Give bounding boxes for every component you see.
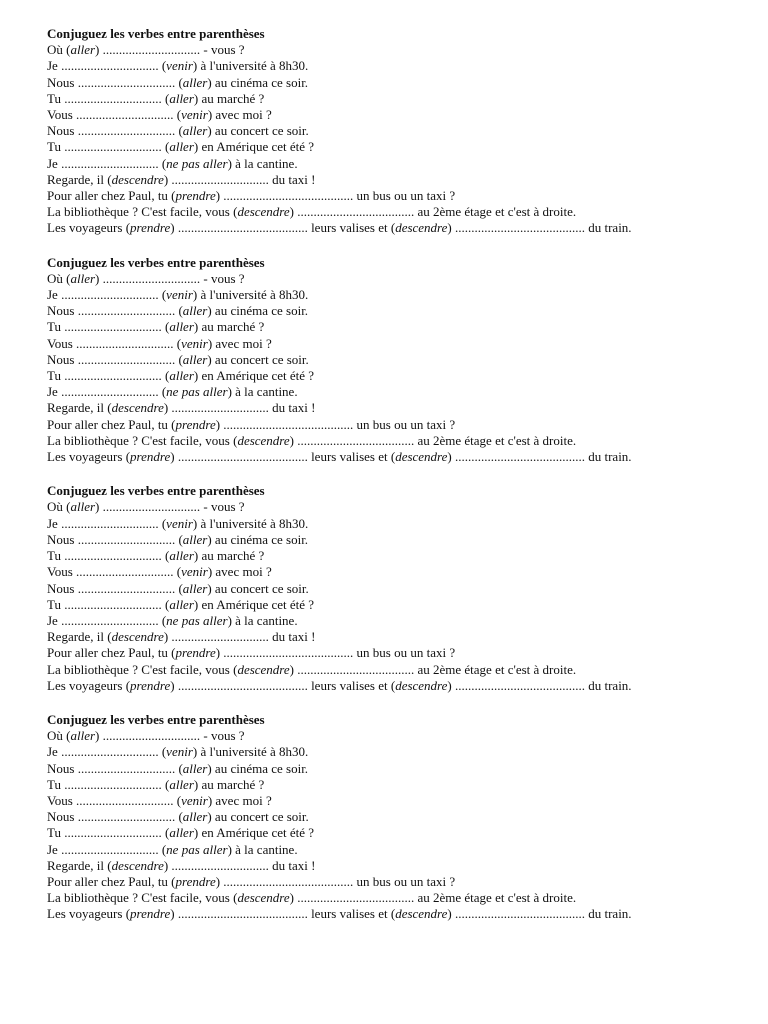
verb-infinitive: descendre (111, 171, 164, 187)
line-text: Où ( (47, 499, 71, 515)
line-text: ) en Amérique cet été ? (193, 596, 315, 612)
exercise-line (47, 188, 747, 204)
verb-infinitive: prendre (175, 873, 216, 889)
line-text: ) .................................... au 2ème étage et c'est à droite. (289, 204, 577, 220)
exercise-line (47, 890, 747, 906)
exercise-line (47, 42, 747, 58)
exercise-block (47, 26, 747, 237)
exercise-block (47, 483, 747, 694)
verb-infinitive: venir (181, 564, 208, 580)
line-text: Nous .............................. ( (47, 351, 183, 367)
verb-infinitive: aller (169, 139, 194, 155)
verb-infinitive: venir (181, 792, 208, 808)
verb-infinitive: aller (169, 825, 194, 841)
verb-infinitive: descendre (395, 449, 448, 465)
verb-infinitive: aller (182, 351, 208, 367)
line-text: ) .............................. du taxi ! (163, 629, 316, 645)
verb-infinitive: prendre (175, 645, 216, 661)
exercise-title: Conjuguez les verbes entre parenthèses (47, 711, 265, 727)
exercise-block (47, 255, 747, 466)
line-text: ) à l'université à 8h30. (192, 58, 309, 74)
line-text: ) au concert ce soir. (207, 580, 309, 596)
verb-infinitive: aller (169, 90, 194, 106)
exercise-line (47, 75, 747, 91)
verb-infinitive: aller (169, 319, 194, 335)
verb-infinitive: venir (166, 744, 193, 760)
exercise-line (47, 581, 747, 597)
verb-infinitive: prendre (130, 906, 171, 922)
line-text: ) au cinéma ce soir. (207, 303, 309, 319)
line-text: ) ........................................ leurs valises et ( (170, 906, 396, 922)
line-text: ) ........................................ leurs valises et ( (170, 677, 396, 693)
exercise-line (47, 744, 747, 760)
exercise-title: Conjuguez les verbes entre parenthèses (47, 26, 265, 41)
line-text: Tu .............................. ( (47, 139, 170, 155)
line-text: ) en Amérique cet été ? (193, 825, 315, 841)
verb-infinitive: aller (70, 42, 96, 58)
exercise-line (47, 728, 747, 744)
line-text: Tu .............................. ( (47, 776, 170, 792)
line-text: Vous .............................. ( (47, 335, 182, 351)
line-text: ) .............................. - vous ? (95, 728, 245, 744)
line-text: ) ........................................ leurs valises et ( (170, 449, 396, 465)
line-text: Les voyageurs ( (47, 677, 131, 693)
line-text: Tu .............................. ( (47, 825, 170, 841)
verb-infinitive: aller (182, 531, 208, 547)
line-text: ) ........................................ un bus ou un taxi ? (215, 188, 456, 204)
exercise-line (47, 336, 747, 352)
exercise-line (47, 842, 747, 858)
line-text: ) à la cantine. (227, 155, 298, 171)
line-text: ) ........................................ leurs valises et ( (170, 220, 396, 236)
exercise-title: Conjuguez les verbes entre parenthèses (47, 254, 265, 270)
exercise-line (47, 433, 747, 449)
line-text: ) à la cantine. (227, 612, 298, 628)
line-text: ) ........................................ un bus ou un taxi ? (215, 873, 456, 889)
verb-infinitive: aller (169, 776, 194, 792)
line-text: Nous .............................. ( (47, 303, 183, 319)
line-text: Nous .............................. ( (47, 809, 183, 825)
line-text: Pour aller chez Paul, tu ( (47, 873, 176, 889)
verb-infinitive: aller (182, 123, 208, 139)
line-text: ) avec moi ? (207, 792, 272, 808)
verb-infinitive: descendre (111, 629, 164, 645)
line-text: ) à l'université à 8h30. (192, 515, 309, 531)
line-text: Regarde, il ( (47, 857, 112, 873)
line-text: ) au marché ? (193, 319, 265, 335)
line-text: ) avec moi ? (207, 564, 272, 580)
verb-infinitive: aller (70, 728, 96, 744)
line-text: Nous .............................. ( (47, 74, 183, 90)
verb-infinitive: prendre (130, 220, 171, 236)
line-text: ) ........................................ du train. (447, 906, 632, 922)
line-text: ) .............................. du taxi ! (163, 857, 316, 873)
line-text: Tu .............................. ( (47, 90, 170, 106)
line-text: Je .............................. ( (47, 744, 167, 760)
verb-infinitive: aller (182, 74, 208, 90)
exercise-line (47, 564, 747, 580)
exercise-line (47, 271, 747, 287)
exercise-line (47, 858, 747, 874)
verb-infinitive: prendre (130, 449, 171, 465)
exercise-line (47, 417, 747, 433)
verb-infinitive: venir (166, 287, 193, 303)
line-text: Les voyageurs ( (47, 906, 131, 922)
line-text: Tu .............................. ( (47, 548, 170, 564)
line-text: ) ........................................ un bus ou un taxi ? (215, 416, 456, 432)
exercise-line (47, 123, 747, 139)
exercise-list (47, 26, 747, 923)
line-text: Je .............................. ( (47, 612, 167, 628)
line-text: ) ........................................ du train. (447, 677, 632, 693)
line-text: ) .............................. - vous ? (95, 499, 245, 515)
exercise-line (47, 825, 747, 841)
verb-infinitive: ne pas aller (166, 155, 228, 171)
line-text: ) au cinéma ce soir. (207, 531, 309, 547)
line-text: ) en Amérique cet été ? (193, 368, 315, 384)
line-text: ) .............................. du taxi ! (163, 400, 316, 416)
line-text: ) .................................... au 2ème étage et c'est à droite. (289, 890, 577, 906)
line-text: Je .............................. ( (47, 155, 167, 171)
line-text: La bibliothèque ? C'est facile, vous ( (47, 432, 238, 448)
line-text: Où ( (47, 270, 71, 286)
line-text: ) à la cantine. (227, 384, 298, 400)
line-text: Les voyageurs ( (47, 449, 131, 465)
verb-infinitive: aller (182, 303, 208, 319)
line-text: Nous .............................. ( (47, 531, 183, 547)
line-text: ) au concert ce soir. (207, 123, 309, 139)
line-text: ) au concert ce soir. (207, 809, 309, 825)
line-text: Nous .............................. ( (47, 580, 183, 596)
exercise-line (47, 548, 747, 564)
line-text: ) à l'université à 8h30. (192, 287, 309, 303)
line-text: Vous .............................. ( (47, 107, 182, 123)
line-text: ) au cinéma ce soir. (207, 74, 309, 90)
line-text: Je .............................. ( (47, 58, 167, 74)
verb-infinitive: venir (166, 58, 193, 74)
line-text: Nous .............................. ( (47, 760, 183, 776)
line-text: ) à l'université à 8h30. (192, 744, 309, 760)
line-text: ) ........................................ du train. (447, 449, 632, 465)
exercise-line (47, 761, 747, 777)
line-text: Tu .............................. ( (47, 368, 170, 384)
exercise-line (47, 499, 747, 515)
exercise-line (47, 777, 747, 793)
line-text: Regarde, il ( (47, 171, 112, 187)
line-text: Tu .............................. ( (47, 596, 170, 612)
verb-infinitive: descendre (111, 857, 164, 873)
line-text: ) ........................................ un bus ou un taxi ? (215, 645, 456, 661)
verb-infinitive: ne pas aller (166, 384, 228, 400)
line-text: Pour aller chez Paul, tu ( (47, 188, 176, 204)
verb-infinitive: aller (182, 809, 208, 825)
exercise-line (47, 613, 747, 629)
verb-infinitive: descendre (237, 432, 290, 448)
verb-infinitive: aller (70, 270, 96, 286)
verb-infinitive: descendre (111, 400, 164, 416)
line-text: Tu .............................. ( (47, 319, 170, 335)
exercise-line (47, 319, 747, 335)
line-text: Je .............................. ( (47, 515, 167, 531)
exercise-line (47, 58, 747, 74)
line-text: ) .................................... au 2ème étage et c'est à droite. (289, 432, 577, 448)
exercise-line (47, 809, 747, 825)
exercise-line (47, 107, 747, 123)
verb-infinitive: venir (181, 335, 208, 351)
exercise-line (47, 303, 747, 319)
verb-infinitive: aller (169, 548, 194, 564)
verb-infinitive: venir (181, 107, 208, 123)
line-text: ) au cinéma ce soir. (207, 760, 309, 776)
line-text: ) au concert ce soir. (207, 351, 309, 367)
exercise-title: Conjuguez les verbes entre parenthèses (47, 483, 265, 499)
line-text: La bibliothèque ? C'est facile, vous ( (47, 890, 238, 906)
exercise-line (47, 645, 747, 661)
verb-infinitive: aller (182, 760, 208, 776)
exercise-line (47, 532, 747, 548)
line-text: ) ........................................ du train. (447, 220, 632, 236)
verb-infinitive: descendre (237, 661, 290, 677)
line-text: Vous .............................. ( (47, 792, 182, 808)
line-text: Pour aller chez Paul, tu ( (47, 645, 176, 661)
line-text: Où ( (47, 42, 71, 58)
verb-infinitive: descendre (395, 220, 448, 236)
exercise-line (47, 662, 747, 678)
line-text: ) .................................... au 2ème étage et c'est à droite. (289, 661, 577, 677)
verb-infinitive: aller (169, 596, 194, 612)
verb-infinitive: prendre (175, 188, 216, 204)
line-text: Je .............................. ( (47, 384, 167, 400)
verb-infinitive: aller (70, 499, 96, 515)
verb-infinitive: aller (169, 368, 194, 384)
exercise-line (47, 793, 747, 809)
line-text: La bibliothèque ? C'est facile, vous ( (47, 204, 238, 220)
line-text: Vous .............................. ( (47, 564, 182, 580)
exercise-line (47, 384, 747, 400)
exercise-line (47, 516, 747, 532)
exercise-line (47, 874, 747, 890)
line-text: ) en Amérique cet été ? (193, 139, 315, 155)
line-text: Regarde, il ( (47, 629, 112, 645)
exercise-line (47, 156, 747, 172)
exercise-line (47, 204, 747, 220)
line-text: ) avec moi ? (207, 335, 272, 351)
verb-infinitive: ne pas aller (166, 841, 228, 857)
line-text: Regarde, il ( (47, 400, 112, 416)
verb-infinitive: descendre (237, 890, 290, 906)
line-text: Je .............................. ( (47, 287, 167, 303)
exercise-line (47, 597, 747, 613)
verb-infinitive: descendre (395, 677, 448, 693)
line-text: ) .............................. - vous ? (95, 42, 245, 58)
exercise-line (47, 449, 747, 465)
line-text: Les voyageurs ( (47, 220, 131, 236)
exercise-line (47, 172, 747, 188)
exercise-line (47, 287, 747, 303)
exercise-line (47, 352, 747, 368)
verb-infinitive: descendre (237, 204, 290, 220)
exercise-line (47, 368, 747, 384)
verb-infinitive: prendre (175, 416, 216, 432)
exercise-line (47, 139, 747, 155)
line-text: Je .............................. ( (47, 841, 167, 857)
verb-infinitive: ne pas aller (166, 612, 228, 628)
line-text: ) à la cantine. (227, 841, 298, 857)
exercise-line (47, 400, 747, 416)
exercise-line (47, 220, 747, 236)
verb-infinitive: aller (182, 580, 208, 596)
exercise-block (47, 712, 747, 923)
line-text: ) au marché ? (193, 776, 265, 792)
line-text: ) .............................. - vous ? (95, 270, 245, 286)
exercise-line (47, 678, 747, 694)
line-text: Où ( (47, 728, 71, 744)
verb-infinitive: descendre (395, 906, 448, 922)
line-text: ) .............................. du taxi ! (163, 171, 316, 187)
line-text: La bibliothèque ? C'est facile, vous ( (47, 661, 238, 677)
exercise-line (47, 91, 747, 107)
line-text: ) au marché ? (193, 90, 265, 106)
exercise-line (47, 629, 747, 645)
line-text: Nous .............................. ( (47, 123, 183, 139)
worksheet-page (47, 26, 747, 941)
line-text: ) avec moi ? (207, 107, 272, 123)
exercise-line (47, 906, 747, 922)
line-text: ) au marché ? (193, 548, 265, 564)
verb-infinitive: venir (166, 515, 193, 531)
verb-infinitive: prendre (130, 677, 171, 693)
line-text: Pour aller chez Paul, tu ( (47, 416, 176, 432)
